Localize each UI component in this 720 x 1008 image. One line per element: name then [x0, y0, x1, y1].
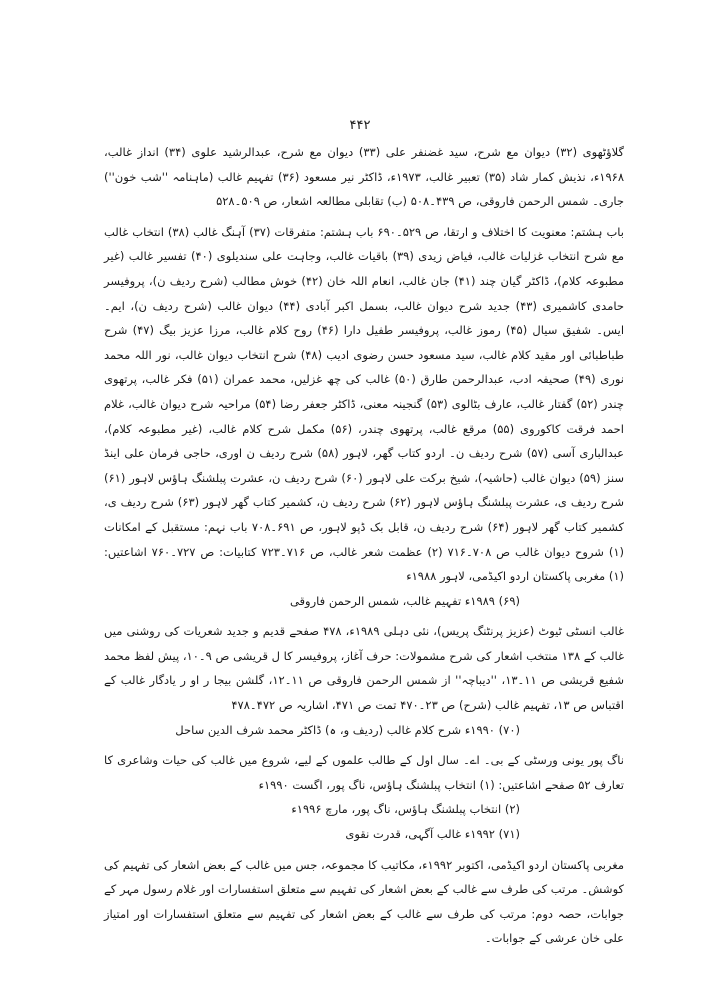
entry-heading-70: (۷۰) ۱۹۹۰ء شرح کلام غالب (ردیف و، ہ) ڈاکٹر محمد شرف الدین ساحل: [175, 722, 520, 737]
paragraph-entry-70-description: ناگ پور یونی ورسٹی کے بی۔ اے۔ سال اول کے طالب علموں کے لیے، شروع میں غالب کی حیات وشاعری کا تعارف ۵۲ صفحے اشاعتیں: (۱) انتخاب پبلشنگ ہاؤس، ناگ پور، اگست ۱۹۹۰ء: [104, 753, 624, 792]
paragraph-chapter-eight: باب ہشتم: معنویت کا اختلاف و ارتقا، ص ۵۲۹۔۶۹۰ باب ہشتم: متفرقات (۳۷) آہنگ غالب (۳۸) انتخاب غالب مع شرح انتخاب غزلیات غالب، فیاض زیدی (۳۹) باقیات غالب، وجاہت علی سندیلوی (۴۰) تفسیر غالب (غیر مطبوعہ کلام)، ڈاکٹر گیان چند (۴۱) جان غالب، انعام اللہ خان (۴۲) خوش مطالب (شرح ردیف ن)، پروفیسر حامدی کاشمیری (۴۳) جدید شرح دیوان غالب، بسمل اکبر آبادی (۴۴) دیوان غالب (شرح ردیف ن)، ایم۔ ایس۔ شفیق سیال (۴۵) رموز غالب، پروفیسر طفیل دارا (۴۶) روح کلام غالب، مرزا عزیز بیگ (۴۷) شرح طباطبائی اور مقید کلام غالب، سید مسعود حسن رضوی ادیب (۴۸) شرح انتخاب دیوان غالب، نور اللہ محمد نوری (۴۹) صحیفہ ادب، عبدالرحمن طارق (۵۰) غالب کی چھ غزلیں، محمد عمران (۵۱) فکر غالب، پرتھوی چندر (۵۲) گفتار غالب، عارف بٹالوی (۵۳) گنجینہ معنی، ڈاکٹر جعفر رضا (۵۴) مراحیہ شرح دیوان غالب، غلام احمد فرقت کاکوروی (۵۵) مرقع غالب، پرتھوی چندر، (۵۶) مکمل شرح کلام غالب، (غیر مطبوعہ کلام)، عبدالباری آسی (۵۷) شرح ردیف ن۔ اردو کتاب گھر، لاہور (۵۸) شرح ردیف ن اوری، حاجی فرمان علی اینڈ سنز (۵۹) دیوان غالب (حاشیہ)، شیخ برکت علی لاہور (۶۰) شرح ردیف ن، عشرت پبلشنگ ہاؤس لاہور (۶۱) شرح ردیف ی، عشرت پبلشنگ ہاؤس لاہور (۶۲) شرح ردیف ن، کشمیر کتاب گھر لاہور (۶۳) شرح ردیف ی، کشمیر کتاب گھر لاہور (۶۴) شرح ردیف ن، قابل بک ڈپو لاہور، ص ۶۹۱۔۷۰۸ باب نہم: مستقبل کے امکانات (۱) شروح دیوان غالب ص ۷۰۸۔۷۱۶ (۲) عظمت شعر غالب، ص ۷۱۶۔۷۲۳ کتابیات: ص ۷۲۷۔۷۶۰ اشاعتیں: (۱) مغربی پاکستان اردو اکیڈمی، لاہور ۱۹۸۸ء: [104, 224, 625, 584]
entry-heading-69: (۶۹) ۱۹۸۹ء تفہیم غالب، شمس الرحمن فاروقی: [289, 593, 520, 608]
entry-70-second-edition: (۲) انتخاب پبلشنگ ہاؤس، ناگ پور، مارچ ۱۹۹۶ء: [291, 802, 520, 817]
entry-heading-71: (۷۱) ۱۹۹۲ء غالب آگہی، قدرت نقوی: [345, 827, 520, 842]
paragraph-entry-69-description: غالب انسٹی ٹیوٹ (عزیز پرنٹنگ پریس)، نئی دہلی ۱۹۸۹ء، ۴۷۸ صفحے قدیم و جدید شعریات کی روشنی میں غالب کے ۱۳۸ منتخب اشعار کی شرح مشمولات: حرف آغاز، پروفیسر کا ل قریشی ص ۹۔۱۰، پیش لفظ محمد شفیع قریشی ص ۱۱۔۱۳، ''دیباچہ'' از شمس الرحمن فاروقی ص ۱۱۔۱۲، گلشن بیجا ر او ر یادگار غالب کے اقتباس ص ۱۳، تفہیم غالب (شرح) ص ۲۳۔۴۷۰ تمت ص ۴۷۱، اشاریہ ص ۴۷۲۔۴۷۸: [104, 624, 625, 713]
page-number: ۴۴۲: [349, 118, 371, 133]
body-text: [104, 140, 624, 951]
paragraph-entry-71-description: مغربی پاکستان اردو اکیڈمی، اکتوبر ۱۹۹۲ء، مکاتیب کا مجموعہ، جس میں غالب کے بعض اشعار کی تفہیم کی کوشش۔ مرتب کی طرف سے غالب کے بعض اشعار کی تفہیم سے متعلق استفسارات اور غلام رسول مہر کے جوابات، حصہ دوم: مرتب کی طرف سے غالب کے بعض اشعار کی تفہیم سے متعلق استفسارات اور امتیاز علی خان عرشی کے جوابات۔: [104, 857, 624, 946]
paragraph-continued-entries: گلاؤٹھوی (۳۲) دیوان مع شرح، سید غضنفر علی (۳۳) دیوان مع شرح، عبدالرشید علوی (۳۴) انداز غالب، ۱۹۶۸ء، نذیش کمار شاد (۳۵) تعبیر غالب، ۱۹۷۳ء، ڈاکٹر نیر مسعود (۳۶) تفہیم غالب (ماہنامہ ''شب خون'') جاری۔ شمس الرحمن فاروقی، ص ۴۳۹۔۵۰۸ (ب) تقابلی مطالعہ اشعار، ص ۵۰۹۔۵۲۸: [104, 145, 625, 209]
